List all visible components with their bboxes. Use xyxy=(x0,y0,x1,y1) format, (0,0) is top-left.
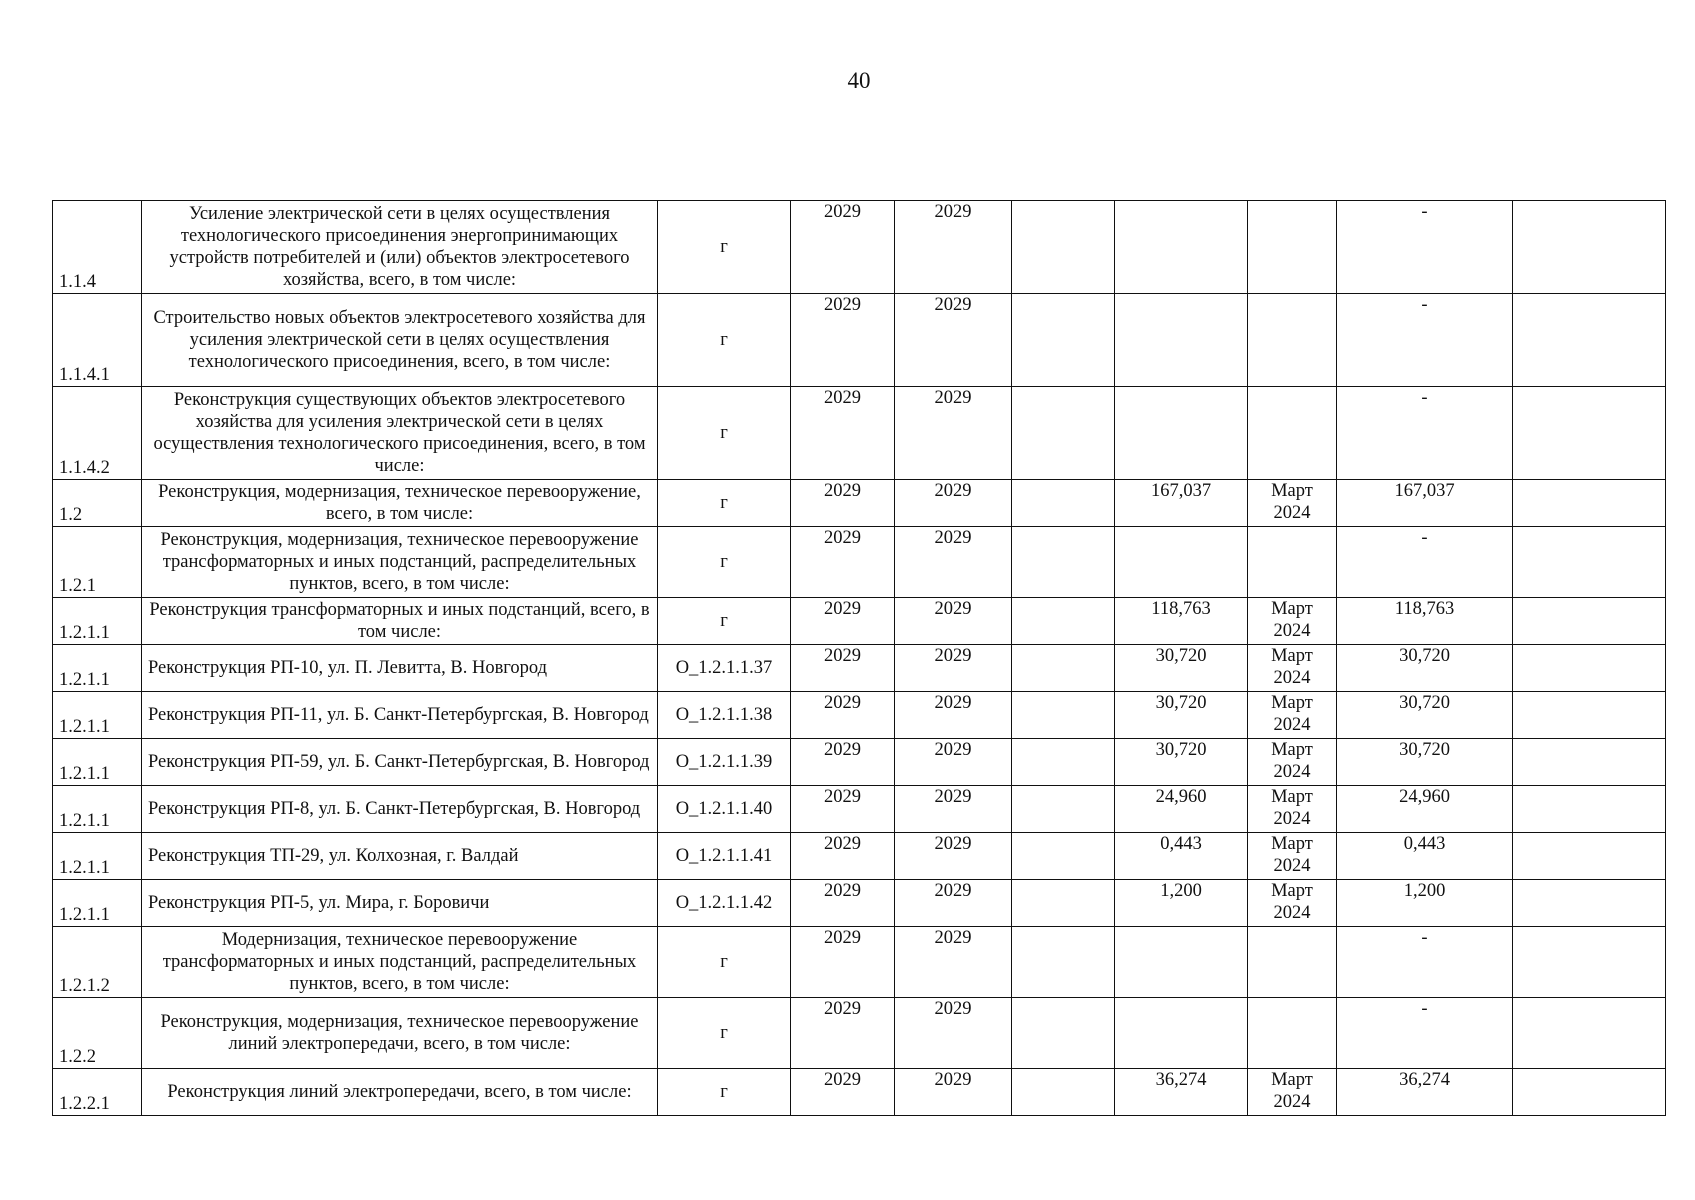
year-start-cell: 2029 xyxy=(791,387,895,480)
empty-cell xyxy=(1513,201,1666,294)
cost-value-cell: 36,274 xyxy=(1115,1069,1248,1116)
price-date-cell xyxy=(1248,201,1337,294)
year-end-cell: 2029 xyxy=(895,294,1012,387)
year-start-cell: 2029 xyxy=(791,645,895,692)
year-end-cell: 2029 xyxy=(895,527,1012,598)
row-code-cell: г xyxy=(658,927,791,998)
empty-cell xyxy=(1513,998,1666,1069)
empty-cell xyxy=(1513,1069,1666,1116)
year-start-cell: 2029 xyxy=(791,786,895,833)
empty-cell xyxy=(1513,739,1666,786)
row-code-cell: O_1.2.1.1.39 xyxy=(658,739,791,786)
empty-cell xyxy=(1012,998,1115,1069)
row-number-cell: 1.1.4.2 xyxy=(53,387,142,480)
price-date-cell: Март 2024 xyxy=(1248,692,1337,739)
row-name-cell: Усиление электрической сети в целях осуществления технологического присоединения энергопринимающих устройств потребителей и (или) объектов электросетевого хозяйства, всего, в том числе: xyxy=(142,201,658,294)
row-number-cell: 1.2.1.2 xyxy=(53,927,142,998)
year-end-cell: 2029 xyxy=(895,786,1012,833)
row-code-cell: O_1.2.1.1.38 xyxy=(658,692,791,739)
year-start-cell: 2029 xyxy=(791,692,895,739)
total-value-cell: - xyxy=(1337,387,1513,480)
cost-value-cell xyxy=(1115,527,1248,598)
empty-cell xyxy=(1012,294,1115,387)
page-number: 40 xyxy=(847,68,871,93)
table-row xyxy=(53,880,1666,927)
row-name-cell: Реконструкция РП-5, ул. Мира, г. Боровичи xyxy=(142,880,658,927)
total-value-cell: 24,960 xyxy=(1337,786,1513,833)
empty-cell xyxy=(1513,527,1666,598)
year-end-cell: 2029 xyxy=(895,833,1012,880)
price-date-cell: Март 2024 xyxy=(1248,1069,1337,1116)
price-date-cell: Март 2024 xyxy=(1248,739,1337,786)
empty-cell xyxy=(1012,833,1115,880)
cost-value-cell: 1,200 xyxy=(1115,880,1248,927)
empty-cell xyxy=(1012,1069,1115,1116)
year-end-cell: 2029 xyxy=(895,880,1012,927)
row-code-cell: г xyxy=(658,480,791,527)
empty-cell xyxy=(1513,880,1666,927)
price-date-cell: Март 2024 xyxy=(1248,645,1337,692)
row-code-cell: г xyxy=(658,201,791,294)
cost-value-cell: 0,443 xyxy=(1115,833,1248,880)
total-value-cell: 167,037 xyxy=(1337,480,1513,527)
cost-value-cell xyxy=(1115,387,1248,480)
table-row xyxy=(53,598,1666,645)
total-value-cell: - xyxy=(1337,201,1513,294)
empty-cell xyxy=(1513,480,1666,527)
year-start-cell: 2029 xyxy=(791,1069,895,1116)
table-row xyxy=(53,927,1666,998)
empty-cell xyxy=(1513,387,1666,480)
year-start-cell: 2029 xyxy=(791,833,895,880)
table-row xyxy=(53,527,1666,598)
row-name-cell: Реконструкция РП-11, ул. Б. Санкт-Петербургская, В. Новгород xyxy=(142,692,658,739)
empty-cell xyxy=(1012,692,1115,739)
price-date-cell: Март 2024 xyxy=(1248,598,1337,645)
empty-cell xyxy=(1012,927,1115,998)
row-code-cell: O_1.2.1.1.37 xyxy=(658,645,791,692)
row-code-cell: г xyxy=(658,527,791,598)
total-value-cell: 36,274 xyxy=(1337,1069,1513,1116)
table-row xyxy=(53,645,1666,692)
year-start-cell: 2029 xyxy=(791,598,895,645)
year-end-cell: 2029 xyxy=(895,998,1012,1069)
table-row xyxy=(53,480,1666,527)
row-name-cell: Реконструкция существующих объектов электросетевого хозяйства для усиления электрической сети в целях осуществления технологического присоединения, всего, в том числе: xyxy=(142,387,658,480)
year-start-cell: 2029 xyxy=(791,480,895,527)
cost-value-cell: 30,720 xyxy=(1115,739,1248,786)
cost-value-cell xyxy=(1115,294,1248,387)
table-row xyxy=(53,786,1666,833)
table-row xyxy=(53,201,1666,294)
year-end-cell: 2029 xyxy=(895,387,1012,480)
year-end-cell: 2029 xyxy=(895,692,1012,739)
investment-program-table xyxy=(52,200,1666,1116)
row-name-cell: Реконструкция РП-59, ул. Б. Санкт-Петербургская, В. Новгород xyxy=(142,739,658,786)
year-end-cell: 2029 xyxy=(895,1069,1012,1116)
row-code-cell: O_1.2.1.1.40 xyxy=(658,786,791,833)
row-name-cell: Модернизация, техническое перевооружение трансформаторных и иных подстанций, распределительных пунктов, всего, в том числе: xyxy=(142,927,658,998)
row-name-cell: Реконструкция, модернизация, техническое перевооружение линий электропередачи, всего, в том числе: xyxy=(142,998,658,1069)
year-start-cell: 2029 xyxy=(791,527,895,598)
year-end-cell: 2029 xyxy=(895,201,1012,294)
empty-cell xyxy=(1513,927,1666,998)
empty-cell xyxy=(1012,880,1115,927)
row-code-cell: г xyxy=(658,998,791,1069)
row-name-cell: Реконструкция, модернизация, техническое перевооружение, всего, в том числе: xyxy=(142,480,658,527)
row-name-cell: Реконструкция трансформаторных и иных подстанций, всего, в том числе: xyxy=(142,598,658,645)
year-start-cell: 2029 xyxy=(791,739,895,786)
year-end-cell: 2029 xyxy=(895,927,1012,998)
empty-cell xyxy=(1513,645,1666,692)
row-code-cell: O_1.2.1.1.41 xyxy=(658,833,791,880)
empty-cell xyxy=(1012,645,1115,692)
row-name-cell: Реконструкция ТП-29, ул. Колхозная, г. Валдай xyxy=(142,833,658,880)
row-name-cell: Реконструкция, модернизация, техническое перевооружение трансформаторных и иных подстанций, распределительных пунктов, всего, в том числе: xyxy=(142,527,658,598)
year-start-cell: 2029 xyxy=(791,294,895,387)
row-number-cell: 1.2.2.1 xyxy=(53,1069,142,1116)
total-value-cell: 1,200 xyxy=(1337,880,1513,927)
row-code-cell: O_1.2.1.1.42 xyxy=(658,880,791,927)
empty-cell xyxy=(1012,527,1115,598)
total-value-cell: 30,720 xyxy=(1337,692,1513,739)
year-start-cell: 2029 xyxy=(791,927,895,998)
cost-value-cell: 24,960 xyxy=(1115,786,1248,833)
empty-cell xyxy=(1513,598,1666,645)
total-value-cell: 30,720 xyxy=(1337,739,1513,786)
empty-cell xyxy=(1012,480,1115,527)
row-name-cell: Строительство новых объектов электросетевого хозяйства для усиления электрической сети в целях осуществления технологического присоединения, всего, в том числе: xyxy=(142,294,658,387)
cost-value-cell: 30,720 xyxy=(1115,645,1248,692)
row-name-cell: Реконструкция РП-8, ул. Б. Санкт-Петербургская, В. Новгород xyxy=(142,786,658,833)
row-number-cell: 1.2 xyxy=(53,480,142,527)
table-row xyxy=(53,998,1666,1069)
total-value-cell: 118,763 xyxy=(1337,598,1513,645)
empty-cell xyxy=(1012,786,1115,833)
price-date-cell xyxy=(1248,527,1337,598)
price-date-cell xyxy=(1248,998,1337,1069)
price-date-cell: Март 2024 xyxy=(1248,833,1337,880)
empty-cell xyxy=(1513,833,1666,880)
row-number-cell: 1.2.1 xyxy=(53,527,142,598)
total-value-cell: 0,443 xyxy=(1337,833,1513,880)
row-number-cell: 1.1.4 xyxy=(53,201,142,294)
row-number-cell: 1.2.1.1 xyxy=(53,692,142,739)
table-body xyxy=(53,201,1666,1116)
price-date-cell xyxy=(1248,294,1337,387)
row-number-cell: 1.2.1.1 xyxy=(53,598,142,645)
table-row xyxy=(53,739,1666,786)
table-row xyxy=(53,833,1666,880)
row-code-cell: г xyxy=(658,1069,791,1116)
empty-cell xyxy=(1513,294,1666,387)
cost-value-cell: 30,720 xyxy=(1115,692,1248,739)
row-code-cell: г xyxy=(658,387,791,480)
year-end-cell: 2029 xyxy=(895,645,1012,692)
empty-cell xyxy=(1012,387,1115,480)
cost-value-cell xyxy=(1115,201,1248,294)
empty-cell xyxy=(1513,692,1666,739)
cost-value-cell: 118,763 xyxy=(1115,598,1248,645)
year-end-cell: 2029 xyxy=(895,480,1012,527)
price-date-cell: Март 2024 xyxy=(1248,786,1337,833)
price-date-cell: Март 2024 xyxy=(1248,880,1337,927)
year-start-cell: 2029 xyxy=(791,998,895,1069)
empty-cell xyxy=(1012,201,1115,294)
year-end-cell: 2029 xyxy=(895,598,1012,645)
row-number-cell: 1.2.2 xyxy=(53,998,142,1069)
row-number-cell: 1.2.1.1 xyxy=(53,833,142,880)
total-value-cell: 30,720 xyxy=(1337,645,1513,692)
row-code-cell: г xyxy=(658,294,791,387)
total-value-cell: - xyxy=(1337,527,1513,598)
empty-cell xyxy=(1012,598,1115,645)
empty-cell xyxy=(1012,739,1115,786)
table-row xyxy=(53,387,1666,480)
year-end-cell: 2029 xyxy=(895,739,1012,786)
price-date-cell: Март 2024 xyxy=(1248,480,1337,527)
row-number-cell: 1.2.1.1 xyxy=(53,786,142,833)
price-date-cell xyxy=(1248,387,1337,480)
total-value-cell: - xyxy=(1337,294,1513,387)
row-number-cell: 1.2.1.1 xyxy=(53,645,142,692)
cost-value-cell xyxy=(1115,998,1248,1069)
row-number-cell: 1.2.1.1 xyxy=(53,739,142,786)
total-value-cell: - xyxy=(1337,927,1513,998)
row-name-cell: Реконструкция линий электропередачи, всего, в том числе: xyxy=(142,1069,658,1116)
row-number-cell: 1.1.4.1 xyxy=(53,294,142,387)
cost-value-cell xyxy=(1115,927,1248,998)
table-row xyxy=(53,1069,1666,1116)
price-date-cell xyxy=(1248,927,1337,998)
table-row xyxy=(53,692,1666,739)
total-value-cell: - xyxy=(1337,998,1513,1069)
row-code-cell: г xyxy=(658,598,791,645)
row-name-cell: Реконструкция РП-10, ул. П. Левитта, В. Новгород xyxy=(142,645,658,692)
year-start-cell: 2029 xyxy=(791,880,895,927)
year-start-cell: 2029 xyxy=(791,201,895,294)
cost-value-cell: 167,037 xyxy=(1115,480,1248,527)
row-number-cell: 1.2.1.1 xyxy=(53,880,142,927)
table-row xyxy=(53,294,1666,387)
empty-cell xyxy=(1513,786,1666,833)
